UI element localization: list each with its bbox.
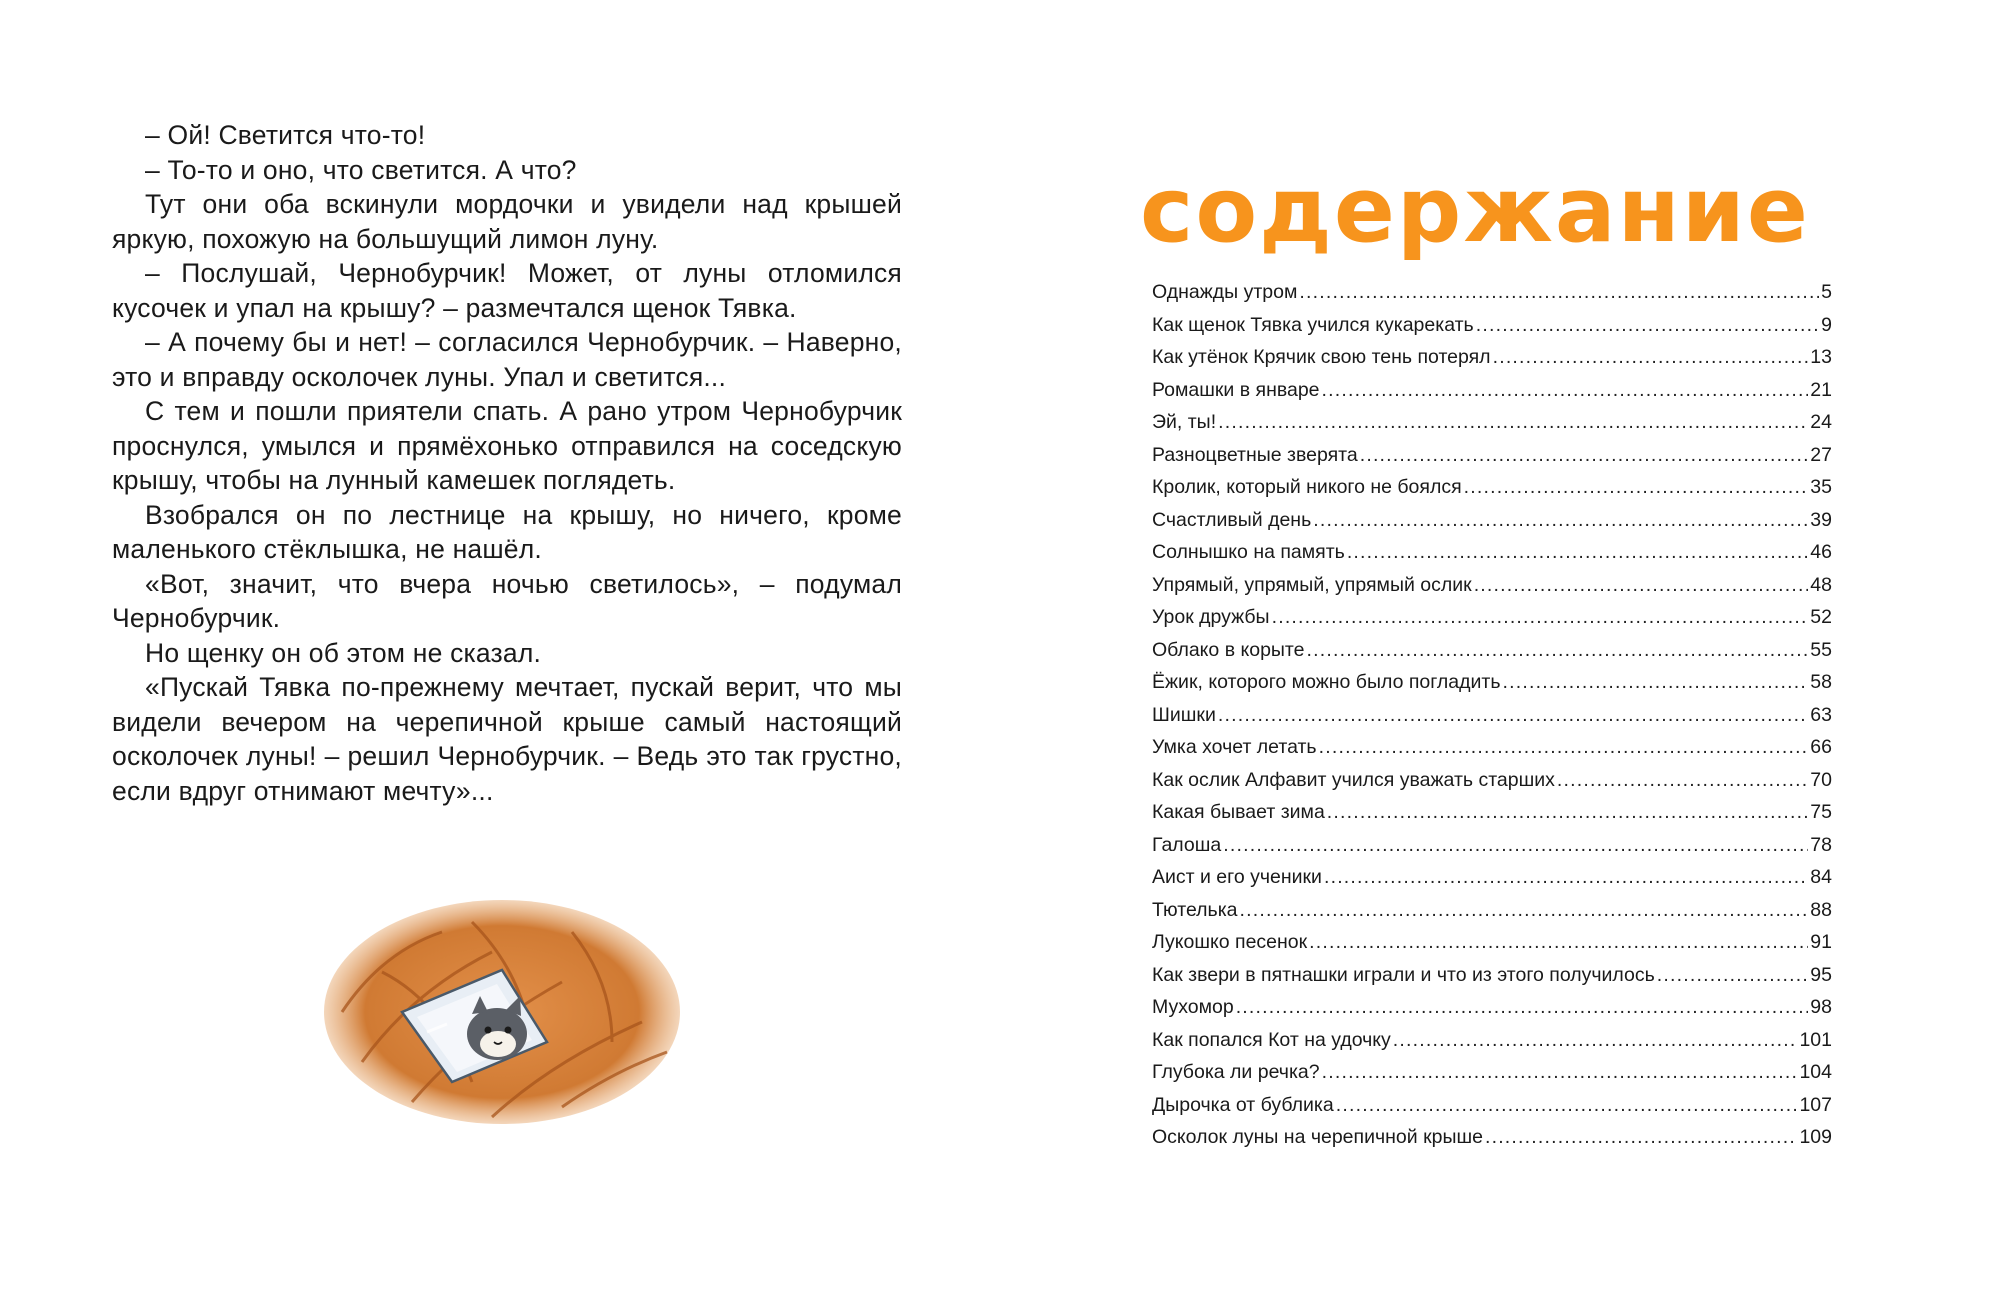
toc-entry-page: 88 — [1810, 898, 1832, 921]
toc-entry[interactable] — [1152, 991, 1832, 1024]
toc-leader-dots — [1299, 276, 1819, 309]
toc-leader-dots — [1223, 829, 1808, 862]
toc-entry[interactable] — [1152, 569, 1832, 602]
toc-entry-page: 98 — [1810, 996, 1832, 1018]
toc-entry[interactable] — [1152, 1056, 1832, 1089]
toc-entry-page: 75 — [1810, 801, 1832, 823]
toc-leader-dots — [1322, 1056, 1798, 1089]
toc-leader-dots — [1307, 634, 1809, 667]
toc-leader-dots — [1557, 764, 1808, 797]
toc-entry-page: 5 — [1821, 281, 1832, 303]
toc-entry-page: 63 — [1810, 703, 1832, 726]
story-paragraph: Тут они оба вскинули мордочки и увидели над крышей яркую, похожую на большущий лимон луну. — [112, 189, 902, 254]
toc-entry[interactable] — [1152, 471, 1832, 504]
toc-leader-dots — [1464, 471, 1809, 504]
toc-entry[interactable] — [1152, 731, 1832, 764]
toc-entry[interactable] — [1152, 796, 1832, 829]
toc-heading — [1140, 158, 1840, 268]
toc-entry-title: Как попался Кот на удочку — [1152, 1028, 1391, 1051]
toc-leader-dots — [1324, 861, 1808, 894]
toc-entry[interactable] — [1152, 406, 1832, 439]
toc-entry-title: Глубока ли речка? — [1152, 1061, 1320, 1083]
story-paragraph: «Пускай Тявка по-прежнему мечтает, пускай верит, что мы видели вечером на черепичной крыше самый настоящий осколочек луны! – решил Чернобурчик. – Ведь это так грустно, если вдруг отнимают мечту»... — [112, 672, 902, 806]
toc-entry-title: Ромашки в январе — [1152, 378, 1320, 401]
toc-entry-page: 39 — [1810, 508, 1832, 531]
toc-leader-dots — [1309, 926, 1808, 959]
toc-leader-dots — [1393, 1024, 1798, 1057]
toc-entry-title: Солнышко на память — [1152, 541, 1345, 563]
toc-leader-dots — [1236, 991, 1809, 1024]
toc-entry[interactable] — [1152, 666, 1832, 699]
toc-entry-title: Лукошко песенок — [1152, 931, 1308, 953]
toc-entry-page: 58 — [1810, 671, 1832, 693]
toc-leader-dots — [1336, 1089, 1798, 1122]
toc-leader-dots — [1657, 959, 1809, 992]
toc-leader-dots — [1360, 439, 1809, 472]
toc-heading-text: содержание — [1140, 158, 1810, 263]
toc-entry-page: 91 — [1810, 931, 1832, 953]
toc-entry-page: 9 — [1821, 313, 1832, 336]
toc-entry[interactable] — [1152, 374, 1832, 407]
toc-entry-page: 35 — [1810, 476, 1832, 498]
toc-entry-title: Аист и его ученики — [1152, 866, 1322, 888]
toc-entry-page: 52 — [1810, 606, 1832, 628]
toc-entry-title: Счастливый день — [1152, 508, 1312, 531]
toc-entry-title: Урок дружбы — [1152, 606, 1270, 628]
toc-entry[interactable] — [1152, 439, 1832, 472]
toc-entry[interactable] — [1152, 1089, 1832, 1122]
toc-entry-title: Шишки — [1152, 703, 1216, 726]
toc-entry[interactable] — [1152, 504, 1832, 537]
toc-leader-dots — [1476, 309, 1819, 342]
story-page — [112, 118, 902, 808]
toc-entry-page: 46 — [1810, 541, 1832, 563]
story-paragraph: Взобрался он по лестнице на крышу, но ничего, кроме маленького стёклышка, не нашёл. — [112, 499, 902, 564]
toc-entry-title: Как щенок Тявка учился кукарекать — [1152, 313, 1474, 336]
toc-entry[interactable] — [1152, 1024, 1832, 1057]
story-paragraph: С тем и пошли приятели спать. А рано утром Чернобурчик проснулся, умылся и прямёхонько отправился на соседскую крышу, чтобы на лунный камешек поглядеть. — [112, 396, 902, 495]
toc-leader-dots — [1493, 341, 1809, 374]
toc-entry[interactable] — [1152, 309, 1832, 342]
toc-entry-page: 70 — [1810, 768, 1832, 791]
toc-entry-page: 55 — [1810, 638, 1832, 661]
story-paragraph: – Послушай, Чернобурчик! Может, от луны отломился кусочек и упал на крышу? – размечтался щенок Тявка. — [112, 258, 902, 323]
story-paragraph: – То-то и оно, что светится. А что? — [145, 154, 577, 185]
toc-leader-dots — [1327, 796, 1809, 829]
toc-entry[interactable] — [1152, 601, 1832, 634]
toc-entry[interactable] — [1152, 536, 1832, 569]
toc-entry[interactable] — [1152, 959, 1832, 992]
toc-entry[interactable] — [1152, 829, 1832, 862]
toc-entry[interactable] — [1152, 861, 1832, 894]
toc-leader-dots — [1319, 731, 1809, 764]
toc-entry-title: Облако в корыте — [1152, 638, 1305, 661]
toc-leader-dots — [1218, 406, 1808, 439]
toc-entry-title: Какая бывает зима — [1152, 801, 1325, 823]
toc-entry[interactable] — [1152, 276, 1832, 309]
toc-entry-title: Кролик, который никого не боялся — [1152, 476, 1462, 498]
toc-entry-title: Осколок луны на черепичной крыше — [1152, 1126, 1483, 1148]
toc-entry-page: 84 — [1810, 866, 1832, 888]
toc-entry-title: Галоша — [1152, 833, 1222, 856]
toc-entry[interactable] — [1152, 699, 1832, 732]
toc-leader-dots — [1347, 536, 1808, 569]
toc-entry-title: Мухомор — [1152, 996, 1234, 1018]
toc-entry-title: Эй, ты! — [1152, 411, 1217, 433]
toc-entry[interactable] — [1152, 764, 1832, 797]
story-paragraph: – Ой! Светится что-то! — [145, 120, 426, 150]
toc-entry-title: Однажды утром — [1152, 281, 1298, 303]
story-paragraph: – А почему бы и нет! – согласился Чернобурчик. – Наверно, это и вправду осколочек луны. Упал и светится... — [112, 327, 902, 392]
toc-entry-page: 104 — [1799, 1061, 1832, 1083]
toc-leader-dots — [1272, 601, 1809, 634]
toc-entry-page: 66 — [1810, 736, 1832, 758]
toc-entry[interactable] — [1152, 341, 1832, 374]
toc-entry-title: Как ослик Алфавит учился уважать старших — [1152, 768, 1555, 791]
toc-entry-page: 109 — [1799, 1126, 1832, 1148]
toc-entry-title: Дырочка от бублика — [1152, 1093, 1334, 1116]
toc-entry[interactable] — [1152, 894, 1832, 927]
toc-entry-page: 107 — [1799, 1093, 1832, 1116]
toc-entry-title: Как звери в пятнашки играли и что из этого получилось — [1152, 963, 1655, 986]
toc-leader-dots — [1322, 374, 1809, 407]
table-of-contents — [1152, 276, 1832, 1154]
story-paragraph: Но щенку он об этом не сказал. — [145, 637, 542, 668]
toc-leader-dots — [1313, 504, 1808, 537]
toc-entry-page: 21 — [1810, 378, 1832, 401]
cat-under-glass-on-roof-illustration — [322, 892, 682, 1132]
toc-entry-title: Разноцветные зверята — [1152, 443, 1358, 466]
story-paragraph: «Вот, значит, что вчера ночью светилось», – подумал Чернобурчик. — [112, 568, 902, 633]
toc-leader-dots — [1240, 894, 1809, 927]
toc-entry-page: 27 — [1810, 443, 1832, 466]
toc-leader-dots — [1485, 1121, 1798, 1154]
toc-entry-title: Упрямый, упрямый, упрямый ослик — [1152, 573, 1472, 596]
toc-entry[interactable] — [1152, 926, 1832, 959]
toc-entry-title: Ёжик, которого можно было погладить — [1152, 671, 1501, 693]
toc-leader-dots — [1218, 699, 1808, 732]
toc-entry-page: 95 — [1810, 963, 1832, 986]
toc-leader-dots — [1503, 666, 1809, 699]
toc-entry-title: Как утёнок Крячик свою тень потерял — [1152, 346, 1491, 368]
toc-entry-page: 78 — [1810, 833, 1832, 856]
toc-entry-page: 13 — [1810, 346, 1832, 368]
toc-entry-title: Умка хочет летать — [1152, 736, 1317, 758]
toc-entry-page: 24 — [1810, 411, 1832, 433]
toc-entry-page: 48 — [1810, 573, 1832, 596]
toc-entry-page: 101 — [1799, 1028, 1832, 1051]
toc-entry[interactable] — [1152, 634, 1832, 667]
toc-leader-dots — [1474, 569, 1809, 602]
toc-entry[interactable] — [1152, 1121, 1832, 1154]
toc-entry-title: Тютелька — [1152, 898, 1238, 921]
